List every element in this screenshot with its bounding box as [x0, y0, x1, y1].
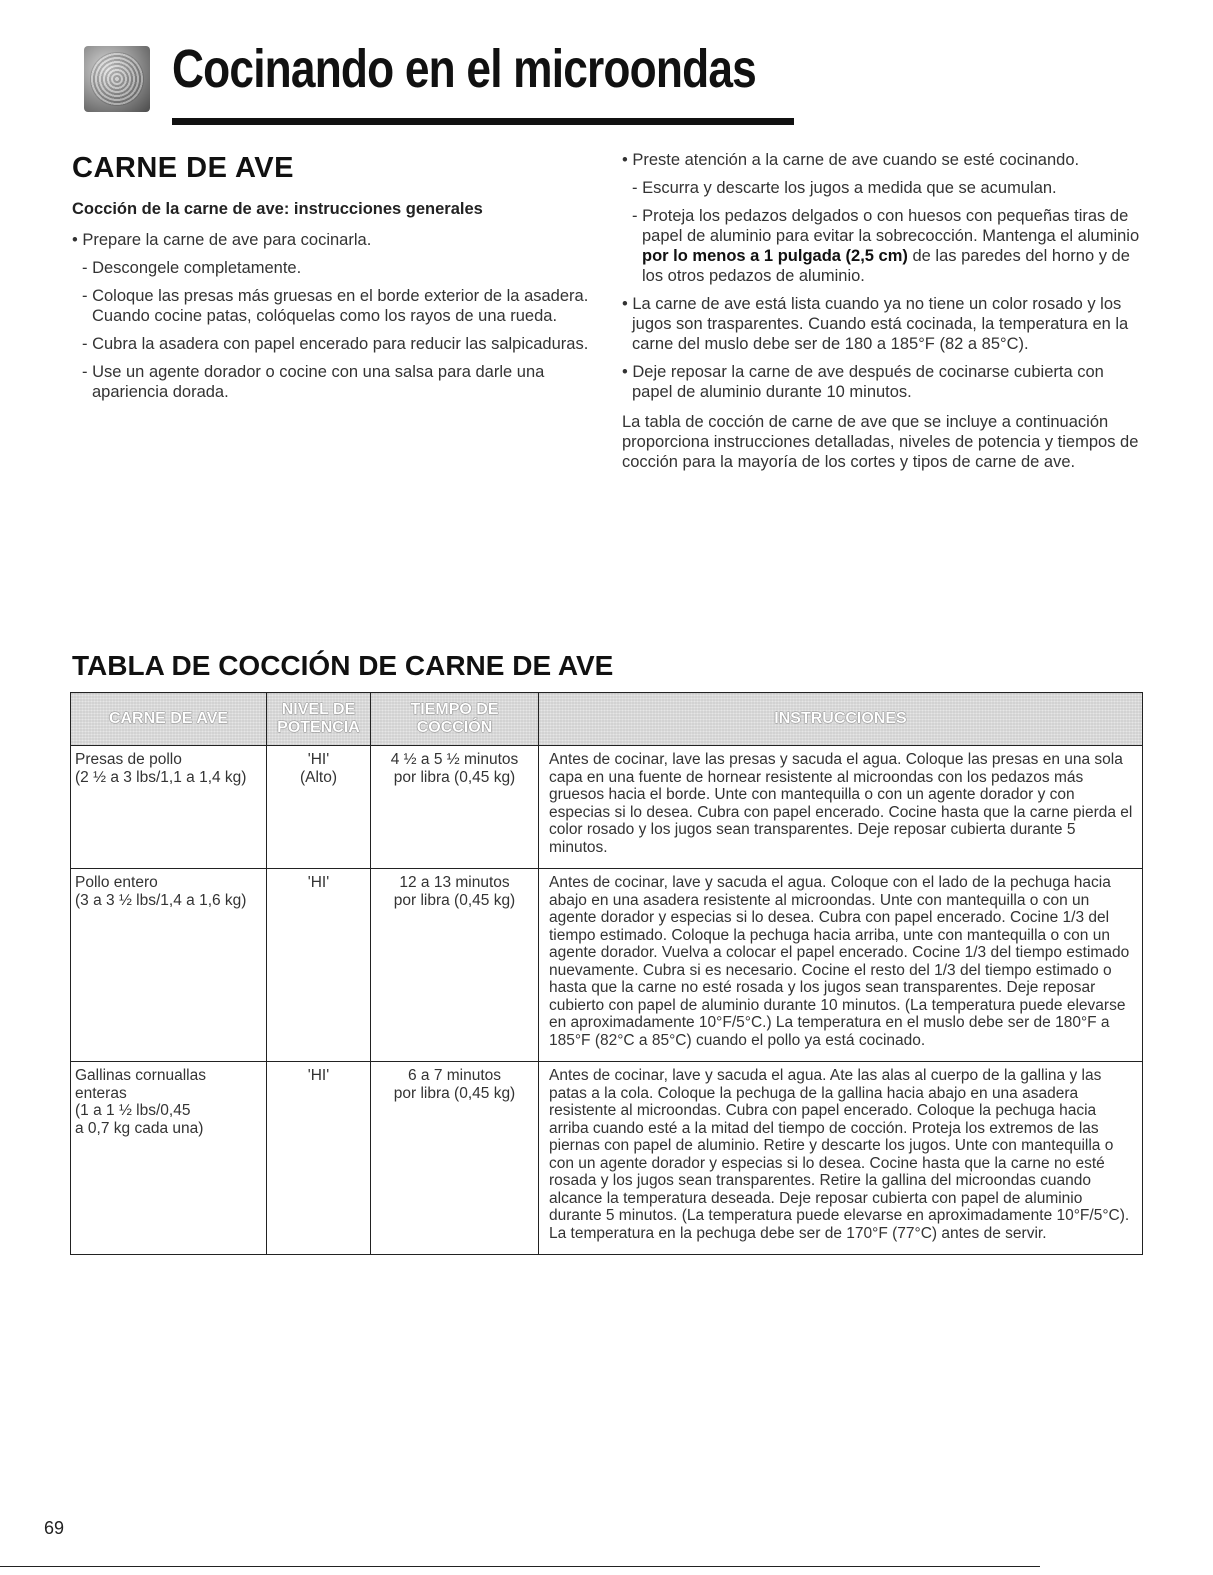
instructions-cell: Antes de cocinar, lave las presas y sacuda el agua. Coloque las presas en una sola capa en una fuente de hornear resistente al microondas con los pedazos más gruesos hacia el borde. Unte con mantequilla o con un agente dorador y con especias si lo desea. Cubra con papel encerado. Cocine hasta que la carne pierda el color rosado y los jugos sean transparentes. Deje reposar cubierta durante 5 minutos. [539, 746, 1143, 869]
page-number: 69 [44, 1518, 65, 1538]
bullet-item: • Preste atención a la carne de ave cuando se esté cocinando. [622, 151, 1080, 169]
dash-item: - Use un agente dorador o cocine con una salsa para darle una apariencia dorada. [82, 363, 545, 401]
page-title: Cocinando en el microondas [172, 39, 756, 99]
dash-item: - Escurra y descarte los jugos a medida que se acumulan. [632, 179, 1057, 197]
general-instructions-right [622, 150, 1142, 480]
bullet-item: • La carne de ave está lista cuando ya no tiene un color rosado y los jugos son trasparentes. Cuando está cocinada, la temperatura en la carne del muslo debe ser de 180 a 185°F (82 a 85°C). [622, 295, 1129, 353]
microwave-icon [84, 46, 150, 112]
table-heading: TABLA DE COCCIÓN DE CARNE DE AVE [72, 650, 614, 681]
table-row [71, 1062, 1143, 1255]
bullet-item: • Prepare la carne de ave para cocinarla. [72, 231, 372, 249]
dash-item [622, 206, 1142, 286]
dash-item-text: - Proteja los pedazos delgados o con huesos con pequeñas tiras de papel de aluminio para evitar la sobrecocción. Mantenga el aluminio [632, 207, 1140, 245]
instructions-cell: Antes de cocinar, lave y sacuda el agua. Ate las alas al cuerpo de la gallina y las patas a la cola. Coloque la pechuga de la gallina hacia abajo en una asadera resistente al microondas. Cubra con papel encerado. Coloque la pechuga hacia arriba cuando esté a la mitad del tiempo de cocción. Proteja los extremos de las piernas con papel de aluminio. Retire y descarte los jugos. Unte con mantequilla o con un agente dorador y especias si lo desea. Cocine hasta que la carne no esté rosada y los jugos sean transparentes. Retire la gallina del microondas cuando alcance la temperatura deseada. Deje reposar cubierta con papel de aluminio durante 5 minutos. (La temperatura puede elevarse en aproximadamente 10°F/5°C). La temperatura en la pechuga debe ser de 170°F (77°C) antes de servir. [539, 1062, 1143, 1255]
meat-cell: Gallinas cornuallas enteras (1 a 1 ½ lbs/0,45 a 0,7 kg cada una) [71, 1062, 267, 1255]
dash-item: - Descongele completamente. [82, 259, 302, 277]
section-heading: CARNE DE AVE [72, 152, 294, 184]
time-cell: 4 ½ a 5 ½ minutos por libra (0,45 kg) [371, 746, 539, 869]
time-cell: 6 a 7 minutos por libra (0,45 kg) [371, 1062, 539, 1255]
instructions-cell: Antes de cocinar, lave y sacuda el agua. Coloque con el lado de la pechuga hacia abajo en una asadera resistente al microondas. Unte con mantequilla o con un agente dorador y especias si lo desea. Cubra con papel encerado. Cocine 1/3 del tiempo estimado. Coloque la pechuga hacia arriba, unte con mantequilla o con un agente dorador. Vuelva a colocar el papel encerado. Cocine 1/3 del tiempo estimado nuevamente. Cubra si es necesario. Cocine el resto del 1/3 del tiempo estimado o hasta que la carne no esté rosada y los jugos sean transparentes. Deje reposar cubierto con papel de aluminio durante 10 minutos. (La temperatura puede elevarse en aproximadamente 10°F/5°C.) La temperatura en el muslo debe ser de 180°F a 185°F (82°C a 85°C) cuando el pollo ya está cocinado. [539, 869, 1143, 1062]
intro-paragraph: La tabla de cocción de carne de ave que se incluye a continuación proporciona instrucciones detalladas, niveles de potencia y tiempos de cocción para la mayoría de los cortes y tipos de carne de ave. [622, 413, 1139, 471]
meat-cell: Pollo entero (3 a 3 ½ lbs/1,4 a 1,6 kg) [71, 869, 267, 1062]
meat-cell: Presas de pollo (2 ½ a 3 lbs/1,1 a 1,4 kg) [71, 746, 267, 869]
table-row [71, 869, 1143, 1062]
time-cell: 12 a 13 minutos por libra (0,45 kg) [371, 869, 539, 1062]
emphasis-text: por lo menos a 1 pulgada (2,5 cm) [642, 247, 908, 265]
column-header: NIVEL DE POTENCIA [267, 693, 371, 746]
table-row [71, 746, 1143, 869]
column-header: INSTRUCCIONES [539, 693, 1143, 746]
cooking-table [70, 692, 1143, 1255]
column-header: CARNE DE AVE [71, 693, 267, 746]
section-subheading: Cocción de la carne de ave: instrucciones generales [72, 200, 483, 218]
power-cell: 'HI' [267, 869, 371, 1062]
footer-divider [0, 1566, 1040, 1567]
power-cell: 'HI' (Alto) [267, 746, 371, 869]
bullet-item: • Deje reposar la carne de ave después de cocinarse cubierta con papel de aluminio durante 10 minutos. [622, 363, 1104, 401]
dash-item-text: de las paredes del horno y de los otros pedazos de aluminio. [642, 247, 1130, 285]
title-underline [172, 118, 794, 125]
dash-item: - Coloque las presas más gruesas en el borde exterior de la asadera. Cuando cocine patas, colóquelas como los rayos de una rueda. [82, 287, 589, 325]
column-header: TIEMPO DE COCCIÓN [371, 693, 539, 746]
table-header-row [71, 693, 1143, 746]
dash-item: - Cubra la asadera con papel encerado para reducir las salpicaduras. [82, 335, 589, 353]
general-instructions-left [72, 230, 592, 410]
power-cell: 'HI' [267, 1062, 371, 1255]
